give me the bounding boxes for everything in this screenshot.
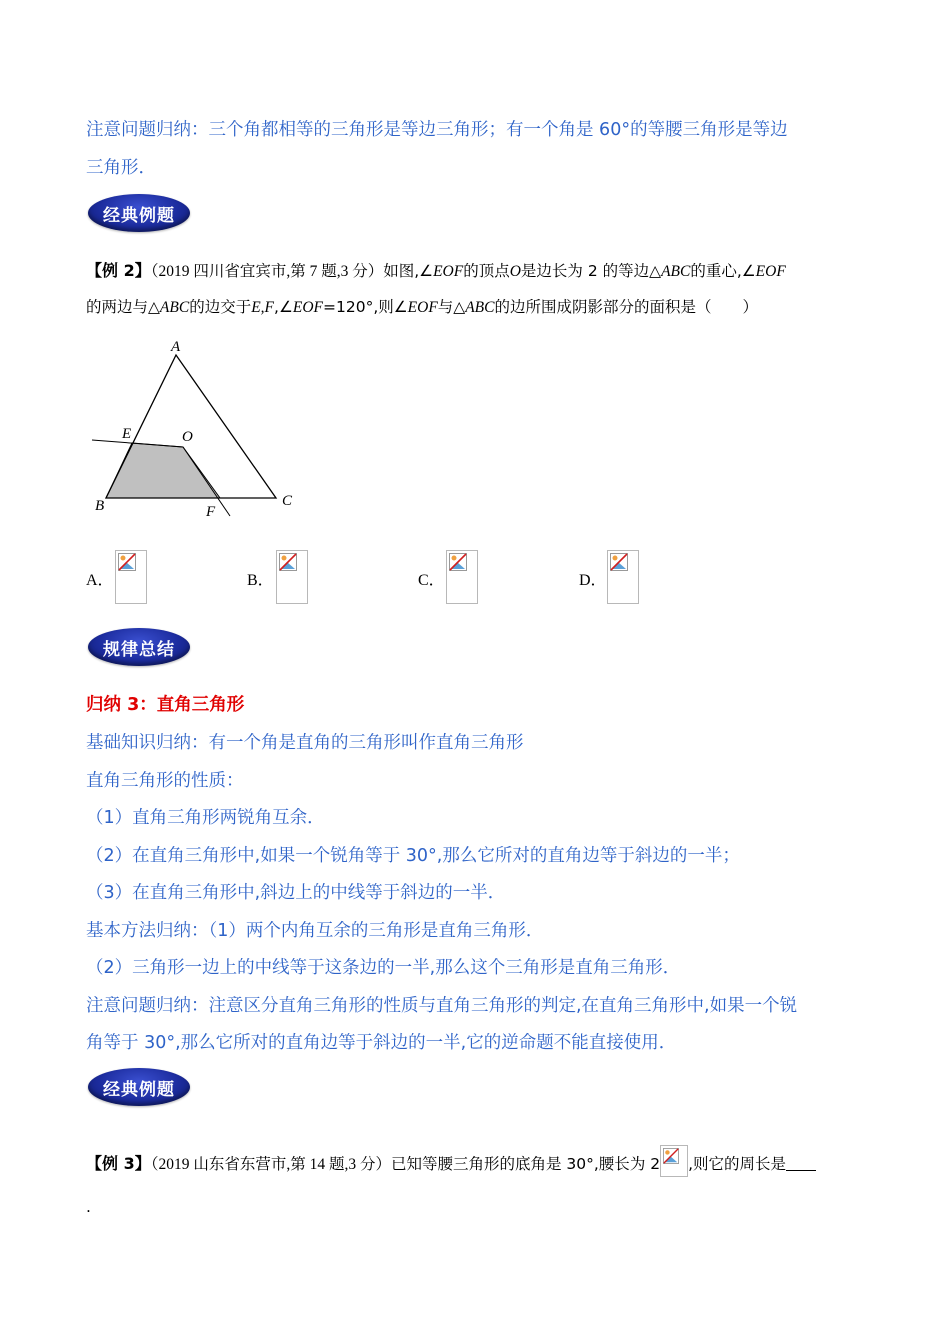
angle-eof: EOF [292,299,323,316]
example-3-text-b: ,则它的周长是 [688,1155,787,1173]
note-3-line-2: 角等于 30°,那么它所对的直角边等于斜边的一半,它的逆命题不能直接使用． [86,1033,677,1053]
point-o: O [509,263,521,280]
example-3-text-a: 已知等腰三角形的底角是 30°,腰长为 2 [390,1155,661,1173]
text-seg: 的边所围成阴影部分的面积是（ ） [494,298,759,316]
option-a-image [115,550,147,604]
example-2-line-2 [86,295,758,317]
classic-examples-badge: 经典例题 [88,194,190,232]
classic-examples-badge-2: 经典例题 [88,1068,190,1106]
example-3-source: （2019 山东省东营市,第 14 题,3 分） [150,1156,391,1173]
example-2-tag: 【例 2】 [86,261,151,280]
example-2-source: （2019 四川省宜宾市,第 7 题,3 分） [150,263,384,280]
triangle-abc: ABC [661,263,691,280]
triangle-abc: ABC [159,299,190,316]
note-3-line-1: 注意问题归纳：注意区分直角三角形的性质与直角三角形的判定,在直角三角形中,如果一个锐 [86,996,798,1016]
broken-image-icon [279,553,297,571]
label-c: C [282,493,293,509]
broken-image-icon [118,553,136,571]
text-seg: 是边长为 2 的等边△ [520,262,662,280]
rule-summary-badge: 规律总结 [88,628,190,666]
induction-3-title: 归纳 3：直角三角形 [86,695,245,715]
angle-eof: EOF [407,299,438,316]
angle-eof: EOF [433,263,464,280]
option-c-image [446,550,478,604]
option-d-image [607,550,639,604]
label-e: E [122,426,132,442]
option-a-label: A． [86,572,114,589]
points-ef: E,F [251,299,275,316]
method-1: 基本方法归纳：（1）两个内角互余的三角形是直角三角形． [86,921,544,941]
broken-image-icon [663,1148,679,1164]
answer-blank [786,1156,816,1171]
text-seg: ,∠ [274,298,293,316]
property-3: （3）在直角三角形中,斜边上的中线等于斜边的一半． [86,883,506,903]
option-b-image [276,550,308,604]
property-1: （1）直角三角形两锐角互余． [86,808,325,828]
shaded-region [106,443,220,498]
broken-image-icon [449,553,467,571]
triangle-figure [80,330,310,525]
text-seg: 与△ [437,298,466,316]
example-3-trailing: . [86,1198,91,1216]
properties-title: 直角三角形的性质： [86,771,244,791]
label-a: A [171,339,181,355]
property-2: （2）在直角三角形中,如果一个锐角等于 30°,那么它所对的直角边等于斜边的一半； [86,846,740,866]
text-seg: 如图,∠ [383,262,434,280]
option-b-label: B． [247,572,274,589]
basic-knowledge: 基础知识归纳：有一个角是直角的三角形叫作直角三角形 [86,733,524,753]
text-seg: =120°,则∠ [323,298,408,316]
broken-image-icon [610,553,628,571]
note-line-2: 三角形． [86,158,156,178]
label-o: O [182,429,193,445]
text-seg: 的两边与△ [86,298,160,316]
label-f: F [206,504,216,520]
example-3-tag: 【例 3】 [86,1154,151,1173]
option-d-label: D． [579,572,607,589]
example-3-line [86,1145,816,1177]
text-seg: 的顶点 [463,262,510,280]
method-2: （2）三角形一边上的中线等于这条边的一半,那么这个三角形是直角三角形． [86,958,681,978]
text-seg: 的重心,∠ [690,262,756,280]
inline-image [660,1145,688,1177]
text-seg: 的边交于 [189,298,252,316]
example-2-line-1 [86,258,786,281]
note-line-1: 注意问题归纳：三个角都相等的三角形是等边三角形；有一个角是 60°的等腰三角形是等边 [86,120,788,140]
angle-eof: EOF [755,263,786,280]
option-c-label: C． [418,572,445,589]
label-b: B [95,498,105,514]
triangle-abc: ABC [465,299,495,316]
